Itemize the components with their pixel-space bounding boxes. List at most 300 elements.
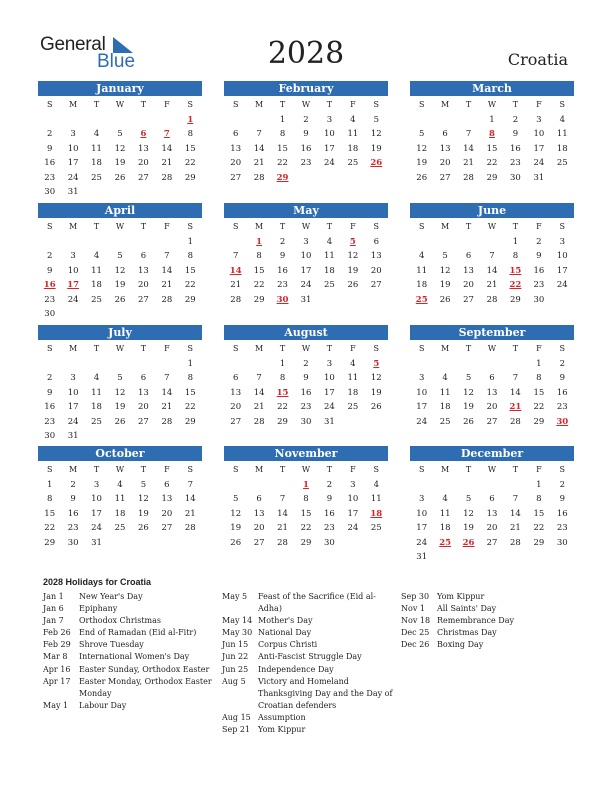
holiday-date: May 5 bbox=[222, 592, 248, 601]
day-cell: 16 bbox=[300, 143, 312, 154]
day-cell: 16 bbox=[556, 387, 568, 398]
empty-day bbox=[155, 113, 178, 127]
day-cell: 22 bbox=[486, 158, 498, 169]
day-cell: 4 bbox=[419, 251, 425, 262]
holiday-row bbox=[43, 664, 213, 676]
day-cell: 25 bbox=[324, 280, 335, 291]
day-cell: 23 bbox=[533, 280, 545, 291]
day-cell: 6 bbox=[489, 373, 495, 384]
holiday-day: 30 bbox=[276, 294, 289, 305]
empty-day bbox=[38, 113, 61, 127]
day-cell: 3 bbox=[559, 237, 565, 247]
day-cell: 11 bbox=[114, 494, 126, 505]
day-cell: 15 bbox=[486, 143, 498, 154]
day-cell: 22 bbox=[533, 402, 545, 413]
month-header: October bbox=[38, 446, 202, 461]
weekday-label: S bbox=[559, 100, 566, 109]
day-cell: 6 bbox=[442, 129, 448, 140]
weekday-label: W bbox=[301, 344, 311, 353]
day-cell: 8 bbox=[256, 251, 262, 262]
weekday-label: M bbox=[69, 465, 78, 474]
logo-blue-text: Blue bbox=[97, 51, 136, 72]
day-cell: 28 bbox=[463, 172, 474, 183]
empty-day bbox=[108, 357, 131, 371]
holiday-date: Mar 8 bbox=[43, 652, 68, 662]
weekday-label: F bbox=[164, 100, 170, 109]
day-cell: 18 bbox=[91, 280, 102, 291]
weekday-label: W bbox=[487, 465, 497, 474]
day-cell: 7 bbox=[164, 251, 170, 262]
month-august bbox=[224, 325, 388, 429]
month-header: July bbox=[38, 325, 202, 340]
day-cell: 12 bbox=[114, 387, 126, 398]
day-cell: 25 bbox=[439, 416, 451, 427]
weekday-label: S bbox=[418, 100, 425, 109]
day-cell: 10 bbox=[556, 251, 568, 262]
month-days-grid bbox=[410, 340, 574, 429]
weekday-label: F bbox=[164, 465, 170, 474]
holiday-name: Anti-Fascist Struggle Day bbox=[258, 652, 362, 662]
day-cell: 21 bbox=[277, 523, 288, 534]
day-cell: 14 bbox=[486, 265, 498, 276]
day-cell: 18 bbox=[347, 387, 359, 398]
day-cell: 12 bbox=[463, 508, 474, 519]
day-cell: 18 bbox=[114, 508, 126, 519]
holiday-day: 17 bbox=[67, 280, 80, 291]
holiday-name: Feast of the Sacrifice (Eid al-Adha) bbox=[258, 592, 376, 614]
holiday-day: 16 bbox=[43, 280, 56, 291]
holiday-name: Easter Monday, Orthodox Easter Monday bbox=[79, 676, 212, 698]
holiday-day: 18 bbox=[370, 508, 383, 519]
empty-day bbox=[224, 357, 247, 371]
holiday-row bbox=[222, 615, 394, 627]
weekday-label: T bbox=[279, 344, 286, 353]
day-cell: 31 bbox=[416, 551, 428, 562]
holiday-name: End of Ramadan (Eid al-Fitr) bbox=[79, 628, 197, 638]
day-cell: 5 bbox=[442, 251, 448, 262]
empty-day bbox=[247, 113, 270, 127]
month-march bbox=[410, 81, 574, 185]
day-cell: 27 bbox=[486, 416, 498, 427]
day-cell: 6 bbox=[164, 480, 170, 490]
day-cell: 26 bbox=[114, 416, 126, 427]
weekday-label: T bbox=[512, 344, 519, 353]
day-cell: 12 bbox=[416, 143, 428, 154]
weekday-label: F bbox=[536, 465, 542, 474]
month-november bbox=[224, 446, 388, 550]
day-cell: 13 bbox=[138, 143, 149, 154]
day-cell: 9 bbox=[559, 373, 565, 384]
day-cell: 19 bbox=[463, 523, 474, 534]
day-cell: 4 bbox=[350, 115, 356, 125]
day-cell: 24 bbox=[67, 294, 79, 305]
holiday-day: 6 bbox=[140, 129, 147, 140]
day-cell: 27 bbox=[138, 294, 149, 305]
day-cell: 25 bbox=[91, 416, 102, 427]
day-cell: 26 bbox=[463, 416, 474, 427]
holiday-date: May 14 bbox=[222, 616, 253, 626]
day-cell: 16 bbox=[300, 387, 312, 398]
empty-day bbox=[457, 113, 480, 127]
holiday-day: 1 bbox=[187, 115, 194, 125]
day-cell: 28 bbox=[230, 294, 242, 305]
holiday-name: Easter Sunday, Orthodox Easter bbox=[79, 664, 210, 674]
day-cell: 31 bbox=[67, 186, 79, 197]
day-cell: 20 bbox=[370, 265, 382, 276]
weekday-label: S bbox=[559, 344, 566, 353]
day-cell: 21 bbox=[161, 280, 173, 291]
day-cell: 7 bbox=[233, 251, 239, 262]
holiday-date: Dec 25 bbox=[401, 628, 430, 638]
day-cell: 28 bbox=[184, 523, 196, 534]
holiday-row bbox=[222, 591, 394, 615]
empty-day bbox=[433, 357, 456, 371]
day-cell: 17 bbox=[324, 387, 335, 398]
holiday-row bbox=[43, 603, 213, 615]
day-cell: 15 bbox=[533, 508, 545, 519]
holiday-row bbox=[222, 639, 394, 651]
holiday-date: Dec 26 bbox=[401, 640, 430, 650]
day-cell: 25 bbox=[370, 523, 382, 534]
day-cell: 2 bbox=[559, 480, 565, 490]
day-cell: 6 bbox=[140, 251, 147, 262]
day-cell: 10 bbox=[67, 387, 79, 398]
day-cell: 12 bbox=[114, 143, 126, 154]
day-cell: 21 bbox=[253, 402, 265, 413]
day-cell: 21 bbox=[230, 280, 242, 291]
day-cell: 1 bbox=[512, 237, 519, 247]
day-cell: 28 bbox=[161, 172, 173, 183]
day-cell: 24 bbox=[67, 416, 79, 427]
month-header: March bbox=[410, 81, 574, 96]
day-cell: 4 bbox=[442, 373, 448, 384]
day-cell: 21 bbox=[486, 280, 498, 291]
day-cell: 13 bbox=[230, 143, 242, 154]
empty-day bbox=[504, 478, 527, 492]
day-cell: 13 bbox=[138, 265, 149, 276]
day-cell: 19 bbox=[114, 402, 126, 413]
weekday-label: T bbox=[465, 222, 472, 231]
weekday-label: S bbox=[559, 222, 566, 231]
day-cell: 30 bbox=[533, 294, 545, 305]
weekday-label: S bbox=[232, 465, 239, 474]
day-cell: 25 bbox=[556, 158, 568, 169]
day-cell: 31 bbox=[533, 172, 545, 183]
day-cell: 27 bbox=[230, 416, 242, 427]
day-cell: 19 bbox=[230, 523, 242, 534]
month-days-grid bbox=[224, 218, 388, 307]
holiday-name: Remembrance Day bbox=[437, 616, 514, 626]
day-cell: 2 bbox=[536, 237, 542, 247]
empty-day bbox=[433, 235, 456, 249]
month-december bbox=[410, 446, 574, 564]
weekday-label: S bbox=[559, 465, 566, 474]
day-cell: 26 bbox=[114, 294, 126, 305]
day-cell: 5 bbox=[117, 129, 123, 140]
day-cell: 12 bbox=[114, 265, 126, 276]
weekday-label: W bbox=[301, 465, 311, 474]
day-cell: 14 bbox=[253, 143, 265, 154]
day-cell: 17 bbox=[324, 143, 335, 154]
day-cell: 6 bbox=[489, 494, 495, 505]
weekday-label: F bbox=[164, 344, 170, 353]
day-cell: 3 bbox=[326, 115, 333, 125]
day-cell: 18 bbox=[439, 523, 451, 534]
month-days-grid bbox=[38, 340, 202, 443]
day-cell: 15 bbox=[253, 265, 265, 276]
day-cell: 18 bbox=[324, 265, 335, 276]
empty-day bbox=[61, 113, 84, 127]
day-cell: 25 bbox=[91, 172, 102, 183]
holiday-row bbox=[401, 603, 571, 615]
day-cell: 12 bbox=[370, 373, 382, 384]
day-cell: 17 bbox=[416, 402, 428, 413]
day-cell: 4 bbox=[326, 237, 333, 247]
day-cell: 29 bbox=[486, 172, 498, 183]
month-january bbox=[38, 81, 202, 199]
day-cell: 10 bbox=[300, 251, 312, 262]
day-cell: 17 bbox=[300, 265, 312, 276]
weekday-label: T bbox=[93, 222, 100, 231]
day-cell: 29 bbox=[253, 294, 265, 305]
holiday-day: 5 bbox=[349, 237, 356, 247]
day-cell: 4 bbox=[442, 494, 448, 505]
day-cell: 18 bbox=[91, 158, 102, 169]
holiday-column bbox=[222, 591, 394, 736]
empty-day bbox=[410, 113, 433, 127]
day-cell: 10 bbox=[324, 129, 335, 140]
day-cell: 15 bbox=[300, 508, 312, 519]
day-cell: 18 bbox=[347, 143, 359, 154]
weekday-label: T bbox=[512, 222, 519, 231]
month-june bbox=[410, 203, 574, 307]
weekday-label: M bbox=[255, 465, 264, 474]
day-cell: 31 bbox=[300, 294, 312, 305]
empty-day bbox=[108, 113, 131, 127]
empty-day bbox=[108, 235, 131, 249]
day-cell: 23 bbox=[300, 402, 312, 413]
day-cell: 10 bbox=[67, 265, 79, 276]
empty-day bbox=[85, 235, 108, 249]
weekday-label: T bbox=[465, 100, 472, 109]
day-cell: 19 bbox=[370, 143, 382, 154]
day-cell: 24 bbox=[416, 537, 428, 548]
day-cell: 20 bbox=[138, 158, 149, 169]
day-cell: 22 bbox=[277, 158, 288, 169]
day-cell: 3 bbox=[326, 359, 333, 369]
day-cell: 3 bbox=[70, 129, 76, 140]
holiday-date: Sep 21 bbox=[222, 725, 251, 735]
weekday-label: S bbox=[232, 344, 239, 353]
holiday-day: 15 bbox=[276, 387, 289, 398]
holiday-name: Yom Kippur bbox=[258, 725, 306, 735]
holiday-row bbox=[222, 724, 394, 736]
holiday-date: Nov 1 bbox=[401, 604, 425, 614]
day-cell: 9 bbox=[70, 494, 76, 505]
day-cell: 20 bbox=[486, 402, 498, 413]
day-cell: 7 bbox=[489, 251, 495, 262]
holiday-name: Mother's Day bbox=[258, 616, 313, 626]
day-cell: 15 bbox=[184, 265, 196, 276]
day-cell: 12 bbox=[439, 265, 451, 276]
weekday-label: F bbox=[536, 222, 542, 231]
day-cell: 27 bbox=[138, 416, 149, 427]
holiday-date: Jun 25 bbox=[222, 664, 249, 674]
weekday-label: W bbox=[487, 222, 497, 231]
weekday-label: M bbox=[69, 222, 78, 231]
day-cell: 8 bbox=[187, 373, 193, 384]
day-cell: 11 bbox=[439, 508, 451, 519]
day-cell: 19 bbox=[416, 158, 428, 169]
holiday-date: Jan 1 bbox=[43, 592, 64, 601]
day-cell: 5 bbox=[117, 373, 123, 384]
holiday-date: Jun 22 bbox=[222, 652, 249, 662]
day-cell: 16 bbox=[556, 508, 568, 519]
day-cell: 31 bbox=[324, 416, 335, 427]
weekday-label: F bbox=[350, 344, 356, 353]
holiday-date: May 1 bbox=[43, 700, 69, 710]
holiday-row bbox=[401, 615, 571, 627]
day-cell: 23 bbox=[44, 416, 56, 427]
month-days-grid bbox=[224, 96, 388, 185]
empty-day bbox=[480, 478, 503, 492]
holiday-name: Epiphany bbox=[79, 604, 118, 614]
holiday-day: 8 bbox=[489, 129, 495, 140]
weekday-label: T bbox=[140, 100, 147, 109]
weekday-label: M bbox=[255, 222, 264, 231]
day-cell: 18 bbox=[416, 280, 428, 291]
holidays-title: 2028 Holidays for Croatia bbox=[43, 577, 152, 587]
holiday-name: Christmas Day bbox=[437, 628, 497, 638]
weekday-label: W bbox=[115, 100, 125, 109]
month-header: February bbox=[224, 81, 388, 96]
day-cell: 17 bbox=[91, 508, 102, 519]
day-cell: 10 bbox=[91, 494, 102, 505]
holiday-row bbox=[222, 712, 394, 724]
weekday-label: T bbox=[326, 100, 333, 109]
day-cell: 11 bbox=[324, 251, 335, 262]
weekday-label: S bbox=[187, 344, 194, 353]
day-cell: 11 bbox=[347, 373, 359, 384]
day-cell: 3 bbox=[419, 494, 425, 505]
day-cell: 12 bbox=[370, 129, 382, 140]
day-cell: 17 bbox=[416, 523, 428, 534]
day-cell: 30 bbox=[44, 186, 56, 197]
holiday-name: Boxing Day bbox=[437, 640, 484, 650]
holiday-day: 25 bbox=[439, 537, 452, 548]
day-cell: 23 bbox=[277, 280, 288, 291]
weekday-label: S bbox=[232, 100, 239, 109]
month-may bbox=[224, 203, 388, 307]
day-cell: 3 bbox=[70, 251, 76, 262]
day-cell: 11 bbox=[439, 387, 451, 398]
holiday-row bbox=[222, 664, 394, 676]
holiday-date: Feb 26 bbox=[43, 628, 71, 638]
empty-day bbox=[480, 357, 503, 371]
day-cell: 25 bbox=[114, 523, 126, 534]
weekday-label: T bbox=[326, 344, 333, 353]
weekday-label: M bbox=[255, 344, 264, 353]
day-cell: 13 bbox=[486, 508, 498, 519]
day-cell: 15 bbox=[533, 387, 545, 398]
holiday-day: 30 bbox=[556, 416, 569, 427]
day-cell: 20 bbox=[161, 508, 173, 519]
day-cell: 19 bbox=[370, 387, 382, 398]
day-cell: 3 bbox=[536, 115, 542, 125]
day-cell: 1 bbox=[47, 480, 53, 490]
day-cell: 7 bbox=[256, 129, 262, 140]
weekday-label: M bbox=[441, 222, 450, 231]
day-cell: 15 bbox=[44, 508, 56, 519]
holiday-row bbox=[401, 591, 571, 603]
month-days-grid bbox=[410, 461, 574, 564]
holiday-date: Jan 7 bbox=[43, 616, 64, 626]
empty-day bbox=[61, 235, 84, 249]
day-cell: 1 bbox=[279, 115, 286, 125]
day-cell: 9 bbox=[47, 143, 53, 154]
holiday-name: Corpus Christi bbox=[258, 640, 318, 650]
day-cell: 7 bbox=[465, 129, 472, 140]
weekday-label: S bbox=[187, 222, 194, 231]
day-cell: 16 bbox=[510, 143, 521, 154]
day-cell: 30 bbox=[44, 430, 56, 441]
day-cell: 20 bbox=[253, 523, 265, 534]
weekday-label: S bbox=[232, 222, 239, 231]
weekday-label: S bbox=[373, 100, 380, 109]
weekday-label: T bbox=[140, 465, 147, 474]
day-cell: 5 bbox=[465, 373, 472, 384]
day-cell: 16 bbox=[67, 508, 79, 519]
day-cell: 24 bbox=[416, 416, 428, 427]
day-cell: 31 bbox=[67, 430, 79, 441]
holiday-name: All Saints' Day bbox=[437, 604, 497, 614]
day-cell: 26 bbox=[416, 172, 428, 183]
empty-day bbox=[433, 478, 456, 492]
day-cell: 6 bbox=[140, 373, 147, 384]
weekday-label: S bbox=[46, 465, 53, 474]
day-cell: 7 bbox=[256, 373, 262, 384]
weekday-label: T bbox=[279, 222, 286, 231]
holiday-row bbox=[43, 591, 213, 603]
day-cell: 9 bbox=[512, 129, 519, 140]
weekday-label: M bbox=[69, 100, 78, 109]
holiday-row bbox=[43, 651, 213, 663]
month-days-grid bbox=[410, 218, 574, 307]
weekday-label: M bbox=[441, 465, 450, 474]
month-september bbox=[410, 325, 574, 429]
day-cell: 3 bbox=[419, 373, 425, 384]
day-cell: 6 bbox=[465, 251, 472, 262]
month-header: September bbox=[410, 325, 574, 340]
day-cell: 26 bbox=[370, 402, 382, 413]
empty-day bbox=[410, 478, 433, 492]
holiday-row bbox=[222, 651, 394, 663]
day-cell: 24 bbox=[533, 158, 545, 169]
day-cell: 1 bbox=[187, 237, 193, 247]
empty-day bbox=[132, 235, 155, 249]
day-cell: 14 bbox=[277, 508, 288, 519]
weekday-label: S bbox=[373, 222, 380, 231]
weekday-label: T bbox=[326, 222, 333, 231]
day-cell: 30 bbox=[324, 537, 335, 548]
day-cell: 26 bbox=[138, 523, 149, 534]
day-cell: 10 bbox=[416, 508, 428, 519]
day-cell: 22 bbox=[533, 523, 545, 534]
month-header: December bbox=[410, 446, 574, 461]
weekday-label: W bbox=[115, 222, 125, 231]
day-cell: 30 bbox=[510, 172, 521, 183]
day-cell: 9 bbox=[536, 251, 542, 262]
